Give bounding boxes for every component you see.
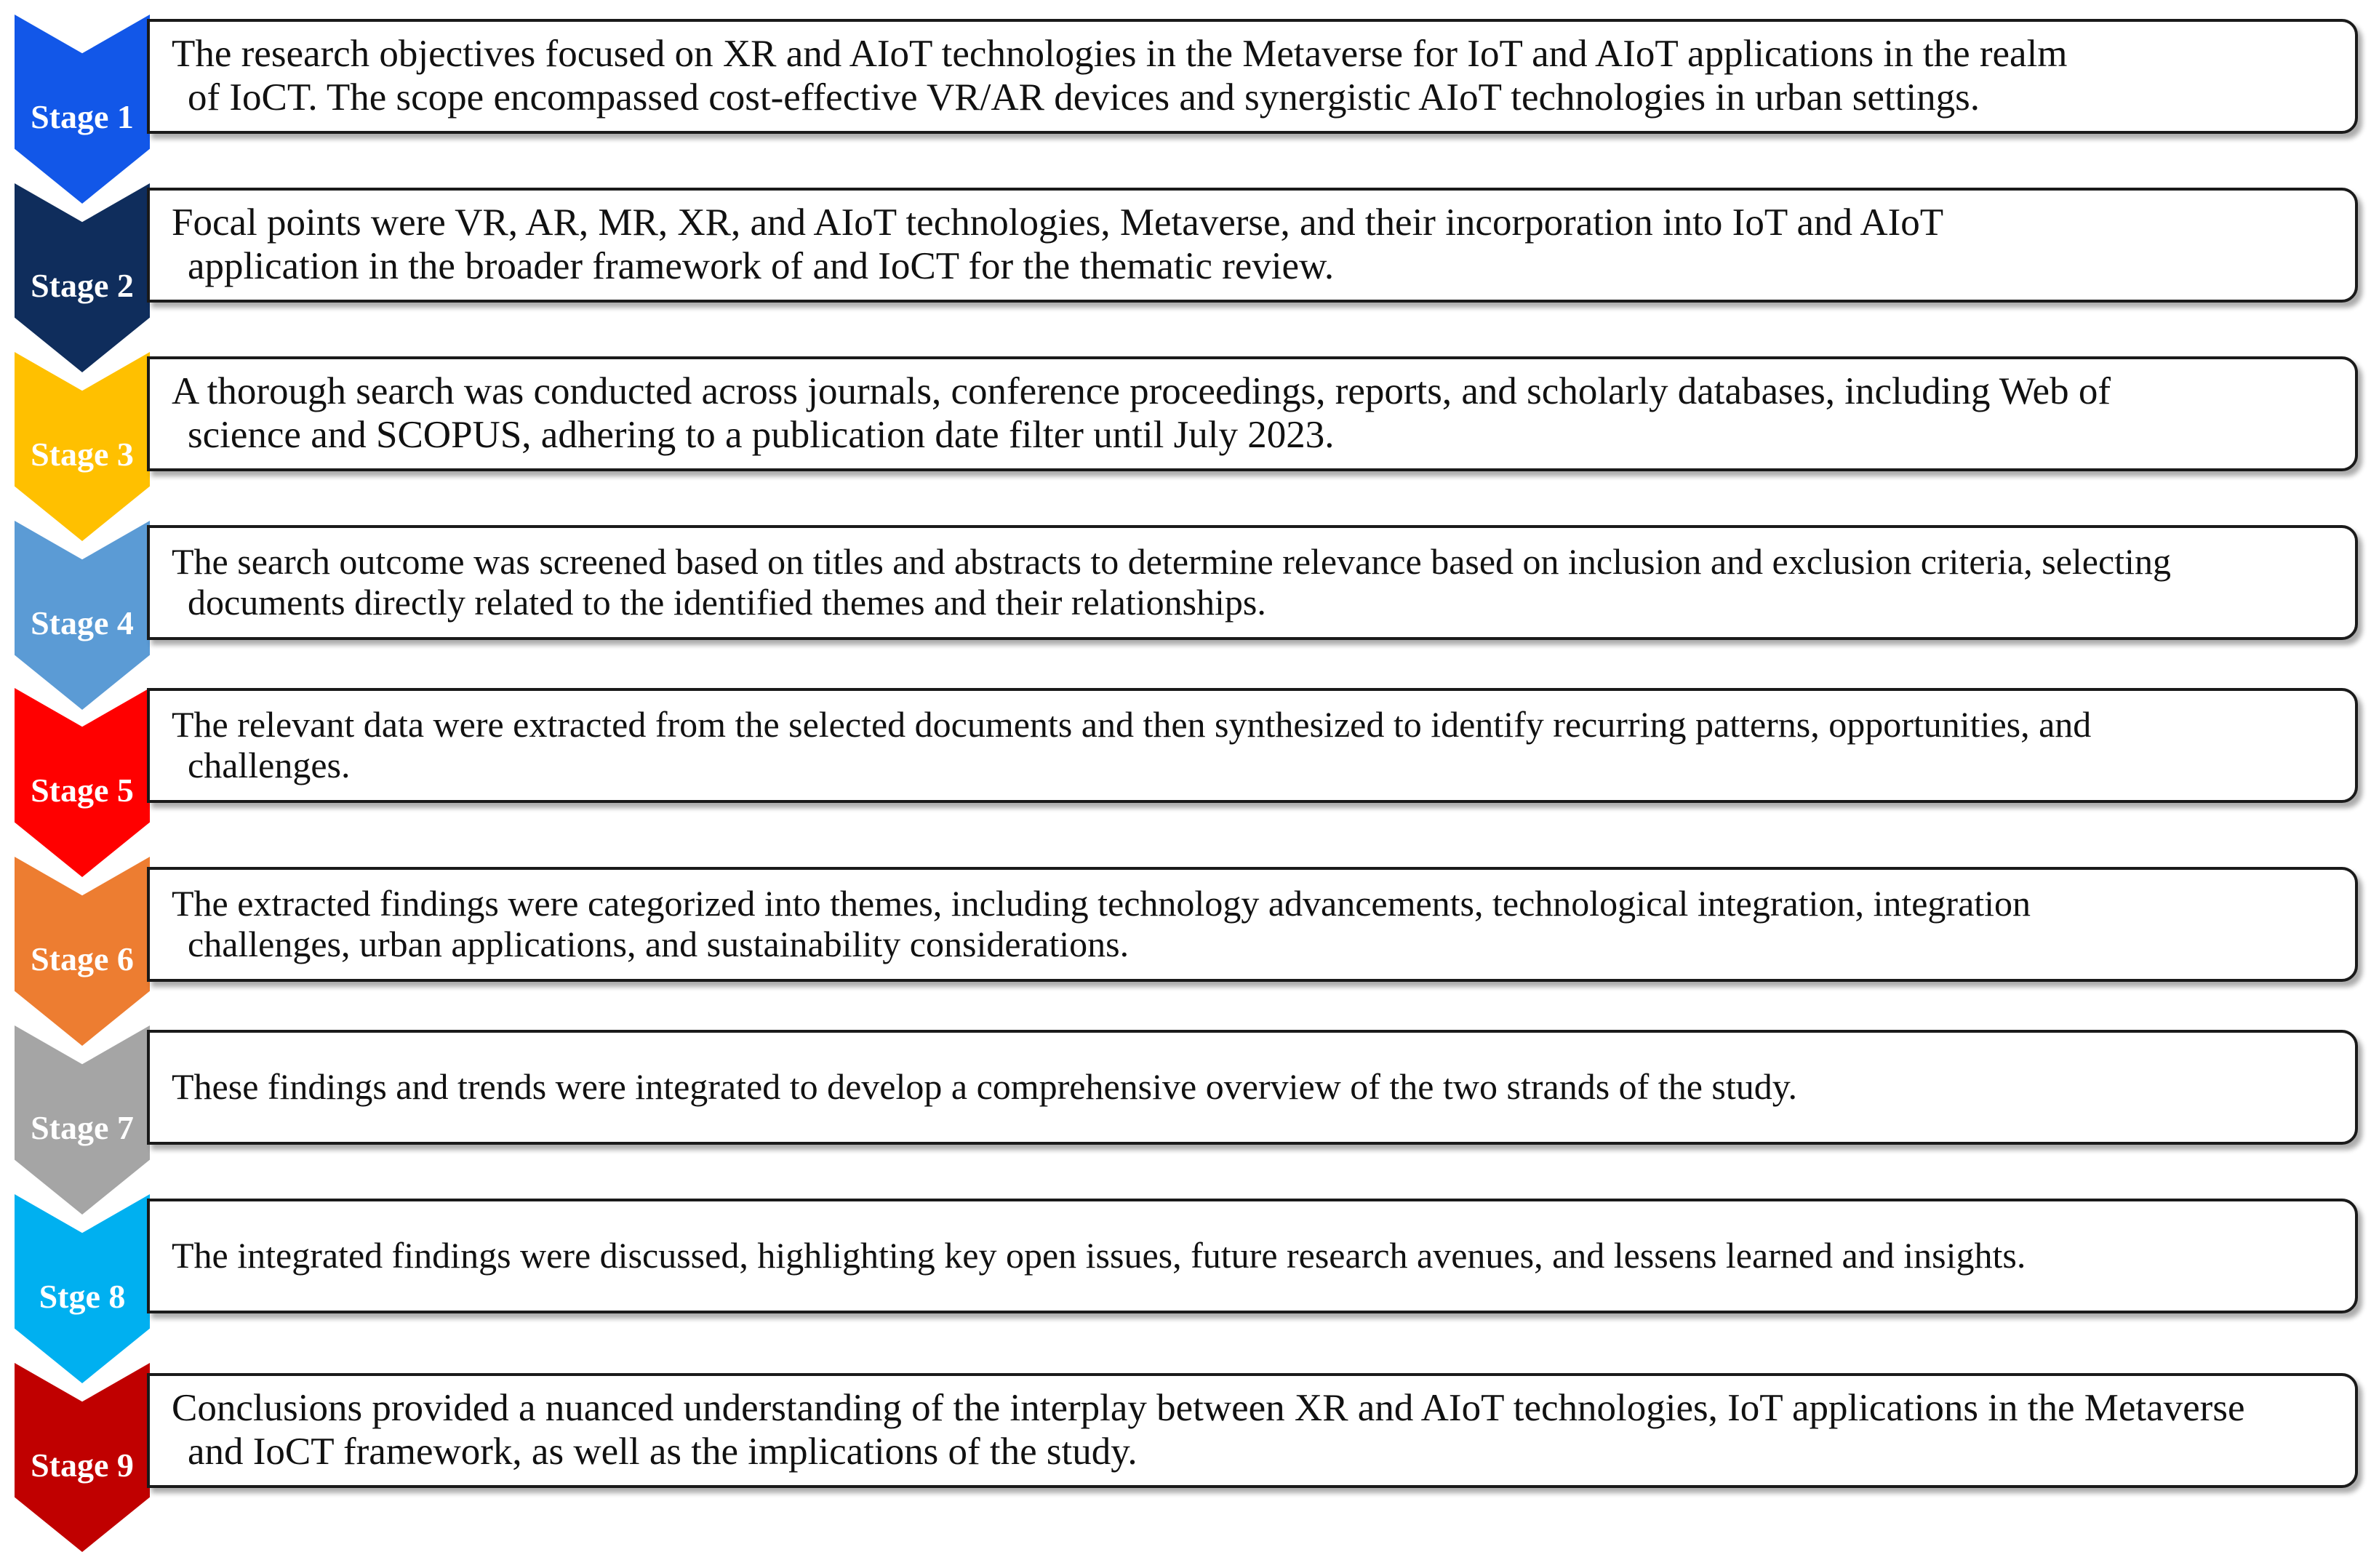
stage-description-box [147, 19, 2358, 134]
stage-description-line: of IoCT. The scope encompassed cost-effective VR/AR devices and synergistic AIoT technologies in urban settings. [188, 76, 1980, 119]
stage-description-line: application in the broader framework of and IoCT for the thematic review. [188, 245, 1335, 287]
stage-description [172, 883, 2343, 964]
stage-description-box [147, 356, 2358, 471]
stage-description [172, 704, 2343, 785]
stage-4 [0, 521, 2379, 710]
stage-label: Stge 8 [39, 1278, 126, 1315]
stage-description-line: challenges. [188, 745, 351, 785]
stage-description-line: The integrated findings were discussed, highlighting key open issues, future research avenues, and lessens learned and insights. [172, 1235, 2026, 1276]
stage-description-box [147, 1199, 2358, 1313]
stage-label: Stage 9 [31, 1447, 134, 1484]
stage-description-line: and IoCT framework, as well as the implications of the study. [188, 1431, 1137, 1473]
stage-description-box [147, 1030, 2358, 1145]
stage-1 [0, 15, 2379, 204]
stage-description-box [147, 525, 2358, 640]
stage-description-line: Focal points were VR, AR, MR, XR, and AIoT technologies, Metaverse, and their incorporation into IoT and AIoT [172, 201, 1944, 244]
stage-description-line: These findings and trends were integrated to develop a comprehensive overview of the two strands of the study. [172, 1066, 1797, 1107]
stage-description [172, 1235, 2343, 1276]
stage-description-line: A thorough search was conducted across journals, conference proceedings, reports, and scholarly databases, including Web of [172, 370, 2111, 412]
stage-description-line: science and SCOPUS, adhering to a publication date filter until July 2023. [188, 414, 1335, 456]
stage-description [172, 32, 2343, 119]
stage-label: Stage 4 [31, 604, 134, 641]
stage-9 [0, 1363, 2379, 1552]
stage-label: Stage 7 [31, 1109, 134, 1146]
stage-description-box [147, 688, 2358, 803]
stage-description-line: The research objectives focused on XR and AIoT technologies in the Metaverse for IoT and AIoT applications in the realm [172, 33, 2068, 75]
stage-description-line: The relevant data were extracted from the selected documents and then synthesized to identify recurring patterns, opportunities, and [172, 704, 2092, 745]
stage-label: Stage 2 [31, 267, 134, 304]
stage-label: Stage 1 [31, 98, 134, 135]
stage-description [172, 201, 2343, 288]
stage-7 [0, 1025, 2379, 1215]
stage-description-line: The search outcome was screened based on titles and abstracts to determine relevance based on inclusion and exclusion criteria, selecting [172, 541, 2171, 582]
stage-description-line: documents directly related to the identified themes and their relationships. [188, 582, 1266, 623]
stage-5 [0, 688, 2379, 877]
stage-3 [0, 352, 2379, 541]
stage-label: Stage 6 [31, 940, 134, 977]
stage-8 [0, 1194, 2379, 1383]
stage-description [172, 1066, 2343, 1107]
stage-description-line: challenges, urban applications, and sustainability considerations. [188, 924, 1129, 964]
stage-description-box [147, 188, 2358, 303]
stage-6 [0, 857, 2379, 1046]
stage-label: Stage 5 [31, 772, 134, 809]
stage-description-line: Conclusions provided a nuanced understanding of the interplay between XR and AIoT technologies, IoT applications in the Metaverse [172, 1387, 2245, 1429]
stage-2 [0, 183, 2379, 372]
stage-description [172, 369, 2343, 457]
stage-description [172, 1386, 2343, 1473]
stage-description-box [147, 1373, 2358, 1488]
stage-description-line: The extracted findings were categorized into themes, including technology advancements, technological integration, integration [172, 883, 2031, 924]
stage-label: Stage 3 [31, 436, 134, 473]
stage-description [172, 541, 2343, 623]
stage-description-box [147, 867, 2358, 982]
